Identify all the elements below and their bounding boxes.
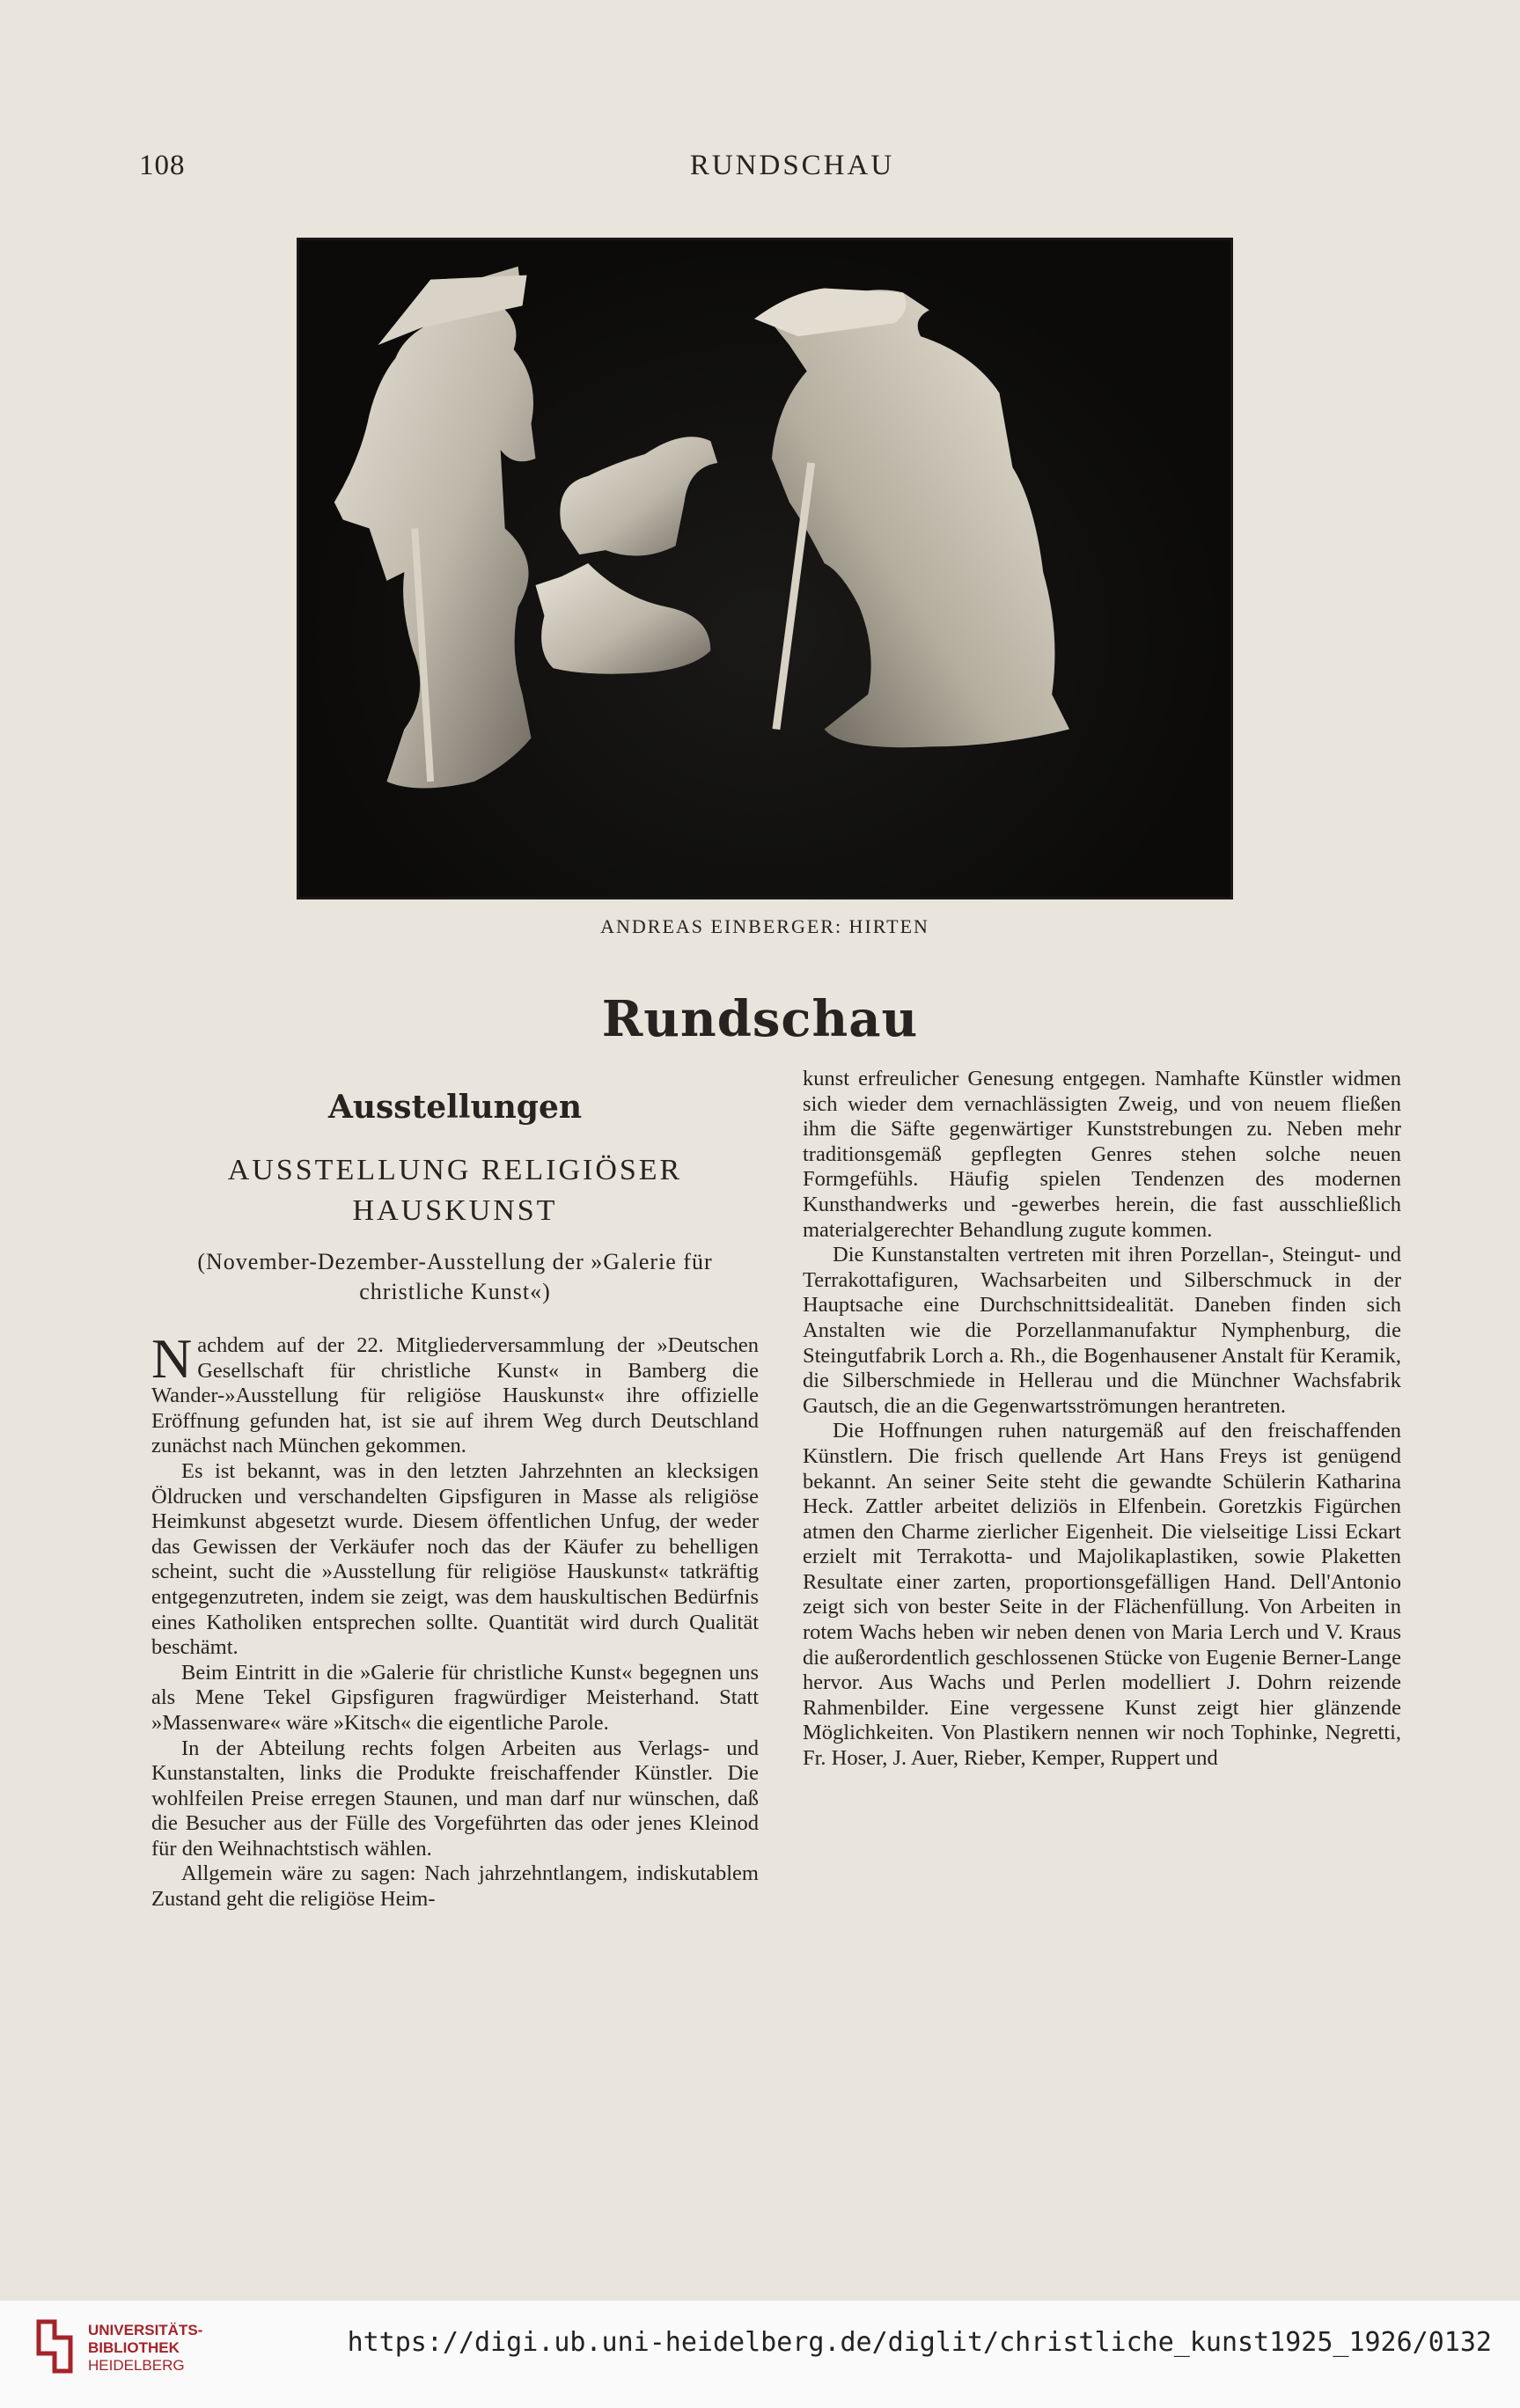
source-url-link[interactable]: https://digi.ub.uni-heidelberg.de/diglit/christliche_kunst1925_1926/0132 [347, 2327, 1492, 2358]
paragraph: Die Hoffnungen ruhen naturgemäß auf den freischaffenden Künstlern. Die frisch quellende Art Hans Freys ist genügend bekannt. An seiner Seite steht die gewandte Schülerin Katharina Heck. Zattler arbeitet deliziös in Elfenbein. Goretzkis Figürchen atmen den Charme zierlicher Eigenheit. Die vielseitige Lissi Eckart erzielt mit Terrakotta- und Majolikaplastiken, sowie Plaketten Resultate einer zarten, proportionsgefälligen Hand. Dell'Antonio zeigt sich von bester Seite in der Flächenfüllung. Von Arbeiten in rotem Wachs heben wir neben denen von Maria Lerch und V. Kraus die außerordentlich geschlossenen Stücke von Eugenie Berner-Lange hervor. Aus Wachs und Perlen modelliert J. Dohrn reizende Rahmenbilder. Eine vergessene Kunst zeigt hier glänzende Möglichkeiten. Von Plastikern nennen wir noch Tophinke, Negretti, Fr. Hoser, J. Auer, Rieber, Kemper, Ruppert und [803, 1419, 1401, 1771]
standing-sheep-figure [560, 437, 717, 555]
paragraph: In der Abteilung rechts folgen Arbeiten aus Verlags- und Kunstanstalten, links die Produkte freischaffender Künstler. Die wohlfeilen Preise erregen Staunen, und man darf nur wünschen, daß die Besucher aus der Fülle des Vorgeführten das oder jenes Kleinod für den Weihnachtstisch wählen. [151, 1736, 759, 1861]
paragraph: Allgemein wäre zu sagen: Nach jahrzehntlangem, indiskutablem Zustand geht die religiöse Heim- [151, 1861, 759, 1912]
article-title: AUSSTELLUNG RELIGIÖSER HAUSKUNST [227, 1154, 683, 1227]
footer-bar [0, 2301, 1520, 2408]
main-title: Rundschau [601, 990, 919, 1048]
left-column [151, 1078, 759, 1912]
drop-cap: N [151, 1327, 193, 1390]
paragraph: kunst erfreulicher Genesung entgegen. Namhafte Künstler widmen sich wieder dem vernachlässigten Zweig, und von neuem fließen ihm die Säfte gegenwärtiger Kunststrebungen zu. Neben mehr traditionsgemäß gepflegten Genres stehen solche neuen Formgefühls. Häufig spielen Tendenzen des modernen Kunsthandwerks und -gewerbes herein, die fast ausschließlich materialgerechter Behandlung zugute kommen. [803, 1067, 1401, 1242]
page-number: 108 [139, 150, 186, 181]
figure-photo [297, 238, 1233, 899]
left-shepherd-figure [334, 267, 536, 789]
running-title: RUNDSCHAU [689, 150, 895, 181]
paragraph-text: achdem auf der 22. Mitgliederversammlung der »Deutschen Gesellschaft für christliche Kunst« in Bamberg die Wander-»Ausstellung für religiöse Hauskunst« ihre offizielle Eröffnung gefunden hat, ist sie auf ihrem Weg durch Deutschland zunächst nach München gekommen. [151, 1333, 759, 1458]
library-name[interactable] [88, 2322, 202, 2375]
section-heading: Ausstellungen [327, 1089, 583, 1126]
article-subtitle: (November-Dezember-Ausstellung der »Galerie für christliche Kunst«) [197, 1249, 713, 1304]
paragraph: Die Kunstanstalten vertreten mit ihren Porzellan-, Steingut- und Terrakottafiguren, Wachsarbeiten und Silberschmuck in der Hauptsache eine Durchschnittsidealität. Daneben finden sich Anstalten wie die Porzellanmanufaktur Nymphenburg, die Steingutfabrik Lorch a. Rh., die Bogenhausener Anstalt für Keramik, die Silberschmiede in Hellerau und die Münchner Wachsfabrik Gautsch, die an die Gegenwartsströmungen herantreten. [803, 1243, 1401, 1418]
right-column [803, 1067, 1401, 1772]
library-name-line: HEIDELBERG [88, 2357, 185, 2374]
library-name-line: UNIVERSITÄTS- [88, 2322, 203, 2338]
right-shepherd-figure [772, 290, 1069, 747]
shepherds-sculpture-image [299, 240, 1230, 897]
paragraph: Beim Eintritt in die »Galerie für christliche Kunst« begegnen uns als Mene Tekel Gipsfiguren fragwürdiger Meisterhand. Statt »Massenware« wäre »Kitsch« die eigentliche Parole. [151, 1660, 759, 1735]
library-name-line: BIBLIOTHEK [88, 2339, 180, 2356]
paragraph [151, 1327, 759, 1459]
lying-goat-figure [535, 563, 710, 674]
library-logo-icon[interactable] [35, 2318, 76, 2375]
figure-caption: ANDREAS EINBERGER: HIRTEN [600, 915, 929, 937]
paragraph: Es ist bekannt, was in den letzten Jahrzehnten an klecksigen Öldrucken und verschandelten Gipsfiguren in Masse als religiöse Heimkunst abgesetzt wurde. Diesem öffentlichen Unfug, der weder das Gewissen der Verkäufer noch das der Käufer zu behelligen scheint, sucht die »Ausstellung für religiöse Hauskunst« tatkräftig entgegenzutreten, indem sie zeigt, was dem hauskultischen Bedürfnis eines Katholiken entsprechen sollte. Quantität wird durch Qualität beschämt. [151, 1458, 759, 1660]
